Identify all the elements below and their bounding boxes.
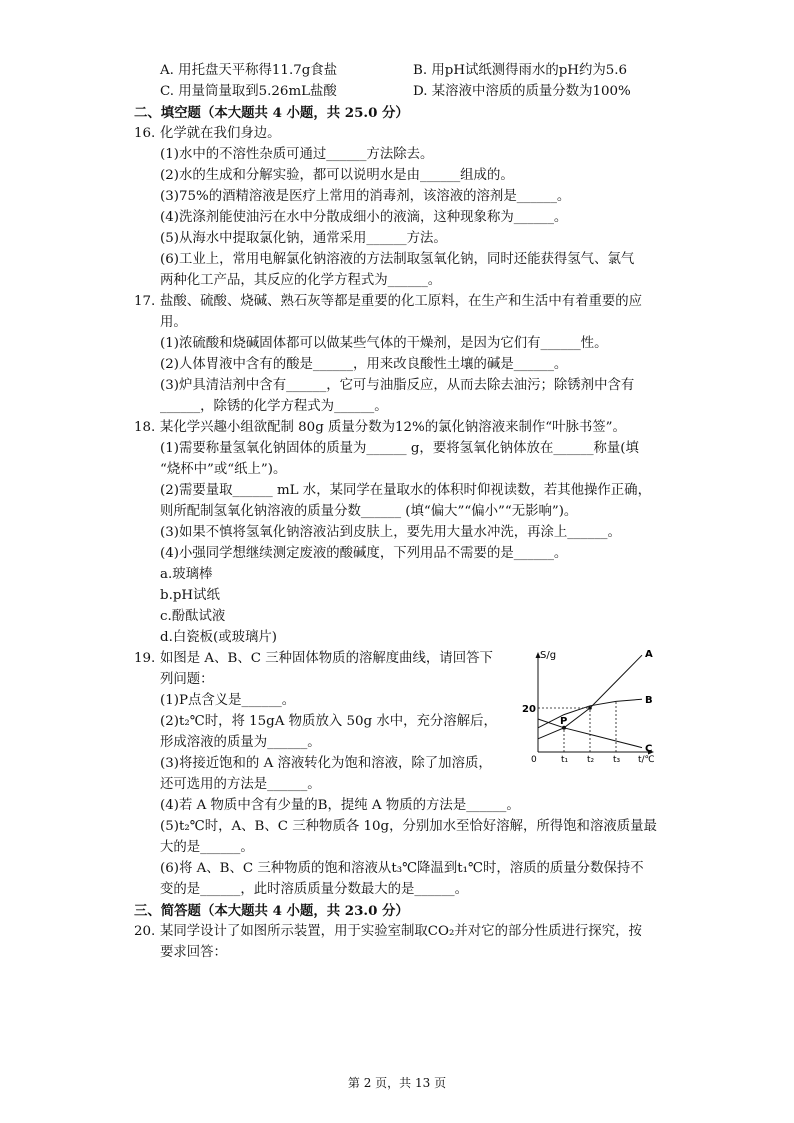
question-17-part2: (2)人体胃液中含有的酸是______，用来改良酸性土壤的碱是______。 bbox=[160, 357, 568, 372]
curve-label-C: C bbox=[645, 743, 653, 755]
question-16-part2: (2)水的生成和分解实验，都可以说明水是由______组成的。 bbox=[160, 168, 514, 183]
question-18-number: 18. bbox=[134, 420, 156, 435]
option-d: D. 某溶液中溶质的质量分数为100% bbox=[413, 84, 631, 99]
question-16-part6: (6)工业上，常用电解氯化钠溶液的方法制取氢氧化钠，同时还能获得氢气、氯气 bbox=[160, 252, 635, 267]
question-19-part6: (6)将 A、B、C 三种物质的饱和溶液从t₃℃降温到t₁℃时，溶质的质量分数保持不 bbox=[160, 861, 644, 876]
question-17-stem: 盐酸、硫酸、烧碱、熟石灰等都是重要的化工原料，在生产和生活中有着重要的应 bbox=[160, 294, 643, 309]
question-18-part2: (2)需要量取______ mL 水，某同学在量取水的体积时仰视读数，若其他操作正确， bbox=[160, 483, 651, 498]
question-17-part1: (1)浓硫酸和烧碱固体都可以做某些气体的干燥剂，是因为它们有______性。 bbox=[160, 336, 608, 351]
y-tick-label: 20 bbox=[522, 704, 536, 715]
x-tick-2: t₂ bbox=[587, 755, 595, 765]
question-19-stem-cont: 列问题： bbox=[160, 672, 214, 687]
question-19-part1: (1)P点含义是______。 bbox=[160, 693, 296, 708]
question-19-part4: (4)若 A 物质中含有少量的B，提纯 A 物质的方法是______。 bbox=[160, 798, 520, 813]
option-b: B. 用pH试纸测得雨水的pH约为5.6 bbox=[413, 63, 628, 78]
option-a: A. 用托盘天平称得11.7g食盐 bbox=[160, 63, 338, 78]
question-17-part3-cont: ______，除锈的化学方程式为______。 bbox=[160, 399, 388, 414]
question-18-option-d: d.白瓷板(或玻璃片) bbox=[160, 630, 278, 645]
question-19-stem: 如图是 A、B、C 三种固体物质的溶解度曲线，请回答下 bbox=[160, 651, 493, 666]
question-18-option-c: c.酚酞试液 bbox=[160, 609, 226, 624]
question-19-part5-cont: 大的是______。 bbox=[160, 840, 254, 855]
y-axis-label: S/g bbox=[540, 650, 557, 661]
x-tick-labels bbox=[561, 755, 621, 765]
question-19-part3-cont: 还可选用的方法是______。 bbox=[160, 777, 321, 792]
question-18-option-b: b.pH试纸 bbox=[160, 588, 220, 603]
question-16-part4: (4)洗涤剂能使油污在水中分散成细小的液滴，这种现象称为______。 bbox=[160, 210, 568, 225]
question-18-part3: (3)如果不慎将氢氧化钠溶液沾到皮肤上，要先用大量水冲洗，再涂上______。 bbox=[160, 525, 621, 540]
question-19-part5: (5)t₂℃时，A、B、C 三种物质各 10g，分别加水至恰好溶解，所得饱和溶液质量最 bbox=[160, 819, 657, 834]
section-2-note: （本大题共 4 小题，共 25.0 分） bbox=[200, 105, 409, 121]
curve-label-A: A bbox=[645, 649, 653, 661]
question-19-part2-cont: 形成溶液的质量为______。 bbox=[160, 735, 321, 750]
question-16-part1: (1)水中的不溶性杂质可通过______方法除去。 bbox=[160, 147, 434, 162]
section-2-heading bbox=[134, 103, 409, 123]
question-19-number: 19. bbox=[134, 651, 156, 666]
point-a-t2 bbox=[588, 706, 592, 710]
question-19-part6-cont: 变的是______，此时溶质质量分数最大的是______。 bbox=[160, 882, 468, 897]
question-16-number: 16. bbox=[134, 126, 156, 141]
solubility-curve-chart bbox=[520, 648, 660, 766]
question-16-part5: (5)从海水中提取氯化钠，通常采用______方法。 bbox=[160, 231, 447, 246]
question-19-part3: (3)将接近饱和的 A 溶液转化为饱和溶液，除了加溶质， bbox=[160, 756, 492, 771]
x-axis-label: t/℃ bbox=[638, 755, 655, 765]
question-18-part1: (1)需要称量氢氧化钠固体的质量为______ g，要将氢氧化钠体放在______称量(填 bbox=[160, 441, 639, 456]
question-20-stem: 某同学设计了如图所示装置，用于实验室制取CO₂并对它的部分性质进行探究，按 bbox=[160, 924, 642, 939]
page-footer: 第 2 页，共 13 页 bbox=[347, 1076, 447, 1090]
section-3-note: （本大题共 4 小题，共 23.0 分） bbox=[200, 903, 409, 919]
curves bbox=[538, 655, 642, 747]
question-18-option-a: a.玻璃棒 bbox=[160, 567, 213, 582]
question-18-stem: 某化学兴趣小组欲配制 80g 质量分数为12%的氯化钠溶液来制作“叶脉书签”。 bbox=[160, 420, 626, 435]
question-18-part4: (4)小强同学想继续测定废液的酸碱度，下列用品不需要的是______。 bbox=[160, 546, 568, 561]
section-3-title: 三、简答题 bbox=[134, 903, 201, 919]
section-2-title: 二、填空题 bbox=[134, 105, 201, 121]
question-16-part6-cont: 两种化工产品，其反应的化学方程式为______。 bbox=[160, 273, 442, 288]
question-20-number: 20. bbox=[134, 924, 156, 939]
option-c: C. 用量筒量取到5.26mL盐酸 bbox=[160, 84, 337, 99]
question-16-stem: 化学就在我们身边。 bbox=[160, 126, 281, 141]
x-tick-1: t₁ bbox=[561, 755, 569, 765]
question-19-part2: (2)t₂℃时，将 15gA 物质放入 50g 水中，充分溶解后， bbox=[160, 714, 497, 729]
question-17-number: 17. bbox=[134, 294, 156, 309]
question-17-stem-cont: 用。 bbox=[160, 315, 187, 330]
section-3-heading bbox=[134, 901, 409, 921]
curve-label-B: B bbox=[645, 695, 653, 707]
question-17-part3: (3)炉具清洁剂中含有______，它可与油脂反应，从而去除去油污；除锈剂中含有 bbox=[160, 378, 635, 393]
origin-label: 0 bbox=[531, 755, 537, 765]
question-18-part2-cont: 则所配制氢氧化钠溶液的质量分数______ (填“偏大”“偏小”“无影响”)。 bbox=[160, 504, 578, 519]
point-p-label: P bbox=[560, 715, 568, 727]
x-tick-3: t₃ bbox=[613, 755, 621, 765]
question-20-stem-cont: 要求回答： bbox=[160, 945, 227, 960]
question-16-part3: (3)75%的酒精溶液是医疗上常用的消毒剂，该溶液的溶剂是______。 bbox=[160, 189, 571, 204]
guide-lines bbox=[538, 701, 616, 752]
question-18-part1-cont: “烧杯中”或“纸上”)。 bbox=[160, 462, 287, 477]
